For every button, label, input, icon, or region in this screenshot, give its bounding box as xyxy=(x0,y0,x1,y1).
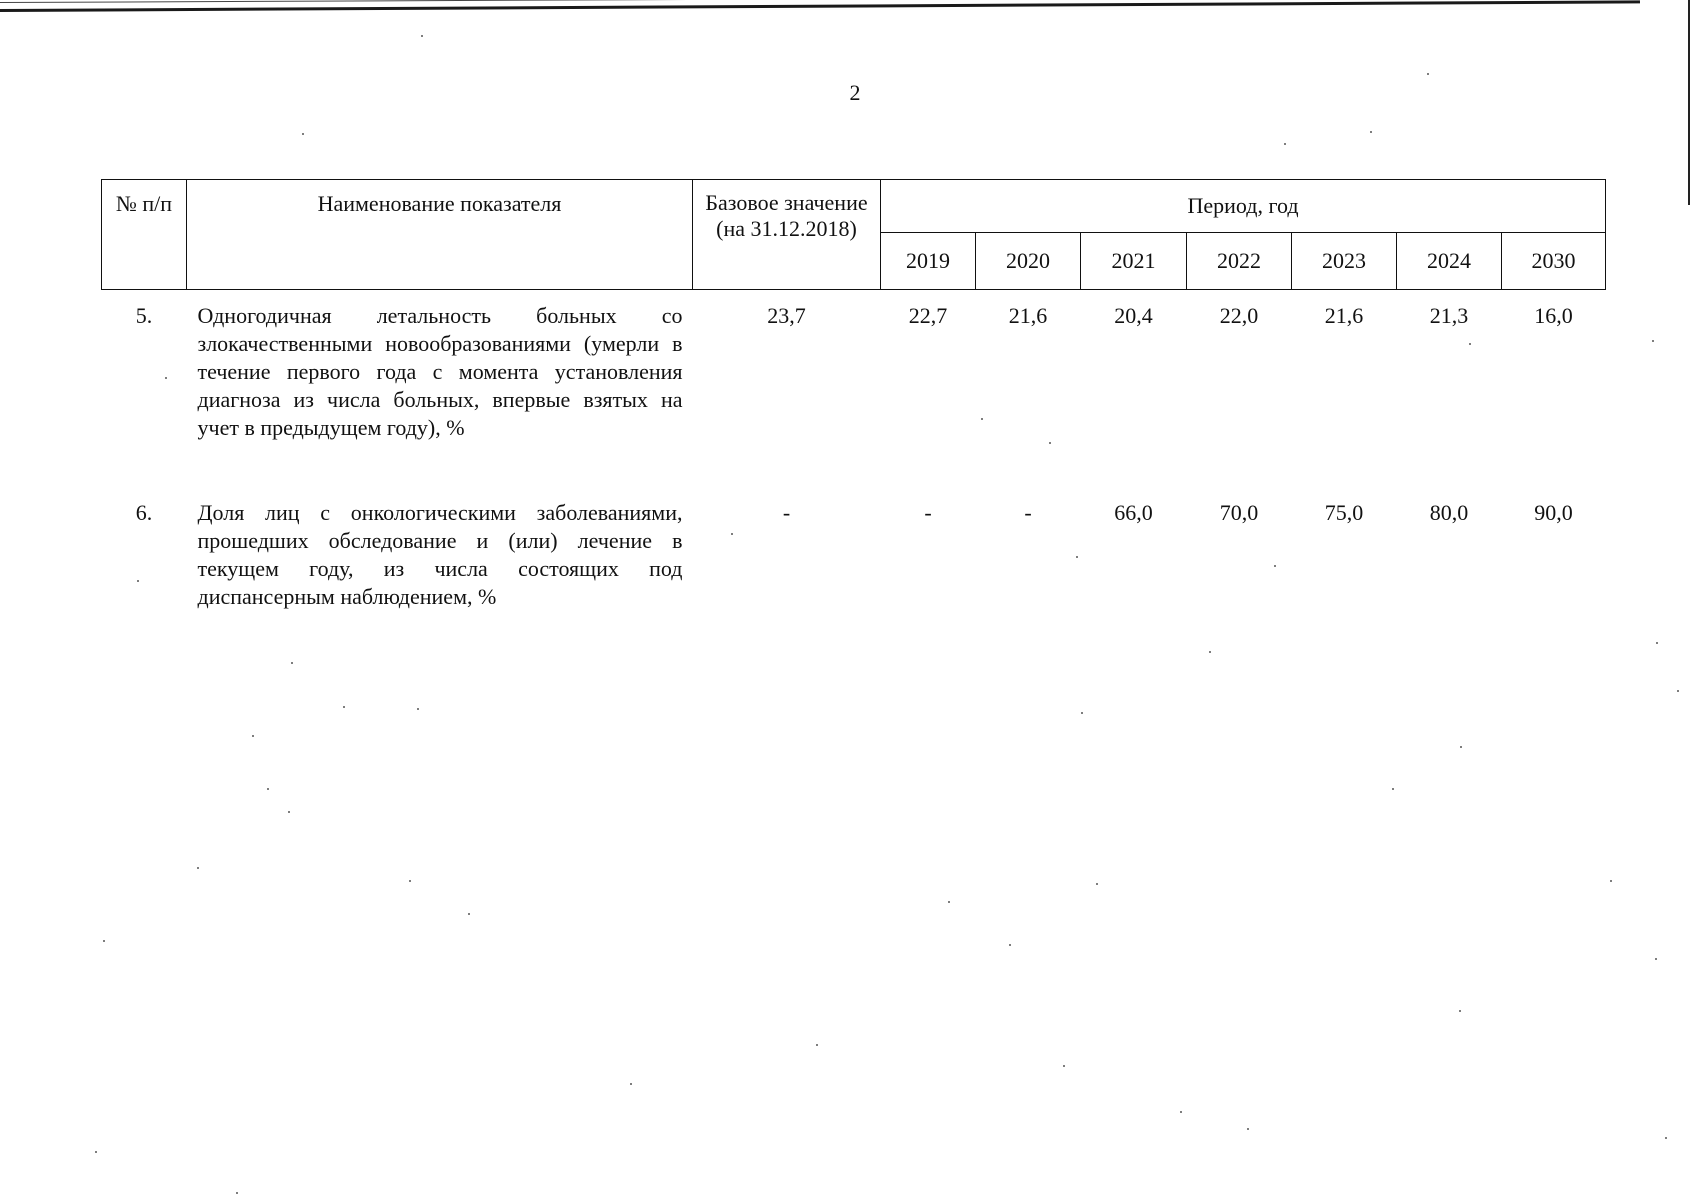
header-year: 2022 xyxy=(1187,233,1292,290)
scan-speck xyxy=(1469,343,1471,345)
header-year: 2020 xyxy=(976,233,1081,290)
header-year: 2021 xyxy=(1081,233,1187,290)
scan-speck xyxy=(1655,958,1657,960)
scan-speck xyxy=(1665,1137,1667,1139)
header-base-value: Базовое значение (на 31.12.2018) xyxy=(693,180,881,290)
base-value: - xyxy=(782,500,791,525)
scan-speck xyxy=(1284,143,1286,145)
header-number: № п/п xyxy=(102,180,187,290)
year-value: 22,0 xyxy=(1219,303,1259,328)
scan-speck xyxy=(343,706,345,708)
scan-speck xyxy=(288,811,290,813)
year-value: 70,0 xyxy=(1219,500,1259,525)
scan-speck xyxy=(302,133,304,135)
scan-speck xyxy=(630,1083,632,1085)
header-year: 2023 xyxy=(1292,233,1397,290)
scan-speck xyxy=(1009,944,1011,946)
scan-speck xyxy=(816,1044,818,1046)
scan-speck xyxy=(95,1151,97,1153)
scan-speck xyxy=(1610,880,1612,882)
scan-speck xyxy=(468,913,470,915)
scan-speck xyxy=(948,901,950,903)
scan-speck xyxy=(1081,712,1083,714)
year-value: 20,4 xyxy=(1114,303,1153,328)
row-number: 5. xyxy=(135,303,153,328)
scan-speck xyxy=(1063,1065,1065,1067)
scan-speck xyxy=(291,662,293,664)
scan-speck xyxy=(1677,690,1679,692)
indicator-name: Одногодичная летальность больных со злокачественными новообразованиями (умерли в течение первого года с момента установления диагноза из числа больных, впервые взятых на учет в предыдущем году), % xyxy=(197,303,683,440)
scan-speck xyxy=(1180,1111,1182,1113)
scan-speck xyxy=(731,533,733,535)
scan-speck xyxy=(1274,565,1276,567)
scan-speck xyxy=(1656,642,1658,644)
table-row xyxy=(102,290,1606,488)
header-year: 2024 xyxy=(1397,233,1502,290)
header-period: Период, год xyxy=(881,180,1606,233)
scan-speck xyxy=(1076,556,1078,558)
header-year: 2030 xyxy=(1502,233,1606,290)
scan-speck xyxy=(1209,651,1211,653)
scan-speck xyxy=(103,940,105,942)
scan-speck xyxy=(1652,340,1654,342)
header-indicator-name: Наименование показателя xyxy=(187,180,693,290)
scan-speck xyxy=(1049,442,1051,444)
year-value: 75,0 xyxy=(1324,500,1364,525)
year-value: 66,0 xyxy=(1114,500,1153,525)
indicator-name: Доля лиц с онкологическими заболеваниями, прошедших обследование и (или) лечение в текущем году, из числа состоящих под диспансерным наблюдением, % xyxy=(197,500,683,609)
table-row xyxy=(102,487,1606,649)
scan-speck xyxy=(409,880,411,882)
scan-speck xyxy=(236,1192,238,1194)
scan-speck xyxy=(1392,788,1394,790)
indicators-table xyxy=(101,179,1606,649)
year-value: - xyxy=(924,500,932,525)
scan-speck xyxy=(267,788,269,790)
row-number: 6. xyxy=(135,500,153,525)
scan-speck xyxy=(137,580,139,582)
page-number: 2 xyxy=(849,80,861,105)
year-value: 22,7 xyxy=(908,303,948,328)
scan-speck xyxy=(981,418,983,420)
year-value: 80,0 xyxy=(1429,500,1469,525)
year-value: 16,0 xyxy=(1534,303,1573,328)
scan-speck xyxy=(252,735,254,737)
scan-speck xyxy=(165,377,167,379)
year-value: 21,6 xyxy=(1008,303,1048,328)
scan-speck xyxy=(1459,1010,1461,1012)
scan-border-line xyxy=(0,0,1640,12)
scan-speck xyxy=(1096,883,1098,885)
scan-speck xyxy=(417,708,419,710)
year-value: - xyxy=(1024,500,1032,525)
scan-speck xyxy=(1427,73,1429,75)
year-value: 21,3 xyxy=(1429,303,1469,328)
scan-speck xyxy=(1460,746,1462,748)
scan-speck xyxy=(421,35,423,37)
year-value: 21,6 xyxy=(1324,303,1364,328)
scan-speck xyxy=(1370,131,1372,133)
scan-speck xyxy=(197,867,199,869)
base-value: 23,7 xyxy=(767,303,806,328)
scan-speck xyxy=(1247,1128,1249,1130)
header-year: 2019 xyxy=(881,233,976,290)
year-value: 90,0 xyxy=(1534,500,1573,525)
